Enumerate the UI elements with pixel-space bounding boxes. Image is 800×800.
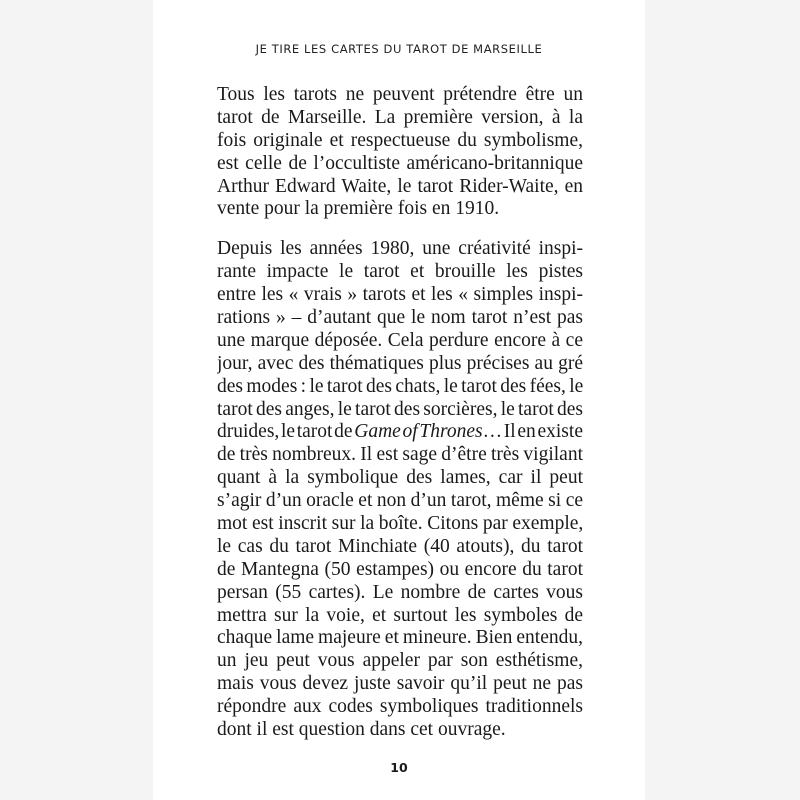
text-line: un jeu peut vous appeler par son esthétisme, (217, 650, 583, 672)
text-line: entre les « vrais » tarots et les « simples inspi- (217, 284, 583, 306)
text-line: une marque déposée. Cela perdure encore à ce (217, 329, 583, 351)
text-line: chaque lame majeure et mineure. Bien entendu, (217, 627, 583, 649)
italic-title: Game of Thrones (354, 421, 483, 443)
text-line: mot est inscrit sur la boîte. Citons par exemple, (217, 513, 583, 535)
text-line: de très nombreux. Il est sage d’être très vigilant (217, 444, 583, 466)
text-line: répondre aux codes symboliques traditionnels (217, 696, 583, 718)
text-line: tarot de Marseille. La première version, à la (217, 106, 583, 128)
text-line: fois originale et respectueuse du symbolisme, (217, 129, 583, 151)
text-line: Tous les tarots ne peuvent prétendre être un (217, 84, 583, 105)
paragraph-spacer (217, 221, 583, 238)
text-line: Arthur Edward Waite, le tarot Rider-Waite, en (217, 175, 583, 197)
text-line: de Mantegna (50 estampes) ou encore du tarot (217, 558, 583, 580)
body-text (217, 84, 583, 742)
text-line: dont il est question dans cet ouvrage. (217, 719, 506, 741)
text-line-with-italic (217, 421, 583, 444)
text-line: vente pour la première fois en 1910. (217, 198, 500, 220)
text-line: est celle de l’occultiste américano-britannique (217, 152, 583, 174)
text-line: le cas du tarot Minchiate (40 atouts), du tarot (217, 535, 583, 557)
running-head: JE TIRE LES CARTES DU TAROT DE MARSEILLE (255, 42, 543, 56)
paragraph-2 (217, 238, 583, 742)
text-line: s’agir d’un oracle et non d’un tarot, même si ce (217, 490, 583, 512)
text-line: Depuis les années 1980, une créativité inspi- (217, 238, 583, 260)
page-number: 10 (390, 760, 408, 775)
text-line: rante impacte le tarot et brouille les pistes (217, 261, 583, 283)
paragraph-1 (217, 84, 583, 221)
text-fragment: druides, le tarot de (217, 421, 355, 443)
text-line: mais vous devez juste savoir qu’il peut ne pas (217, 673, 583, 695)
text-line: quant à la symbolique des lames, car il peut (217, 467, 583, 489)
text-line: persan (55 cartes). Le nombre de cartes vous (217, 581, 583, 603)
book-page (153, 0, 645, 800)
text-line: tarot des anges, le tarot des sorcières, le tarot des (217, 398, 583, 420)
text-fragment: … Il en existe (482, 421, 583, 443)
text-line: rations » – d’autant que le nom tarot n’est pas (217, 307, 583, 329)
text-line: jour, avec des thématiques plus précises au gré (217, 352, 583, 374)
text-line: des modes : le tarot des chats, le tarot des fées, le (217, 375, 583, 397)
text-line: mettra sur la voie, et surtout les symboles de (217, 604, 583, 626)
